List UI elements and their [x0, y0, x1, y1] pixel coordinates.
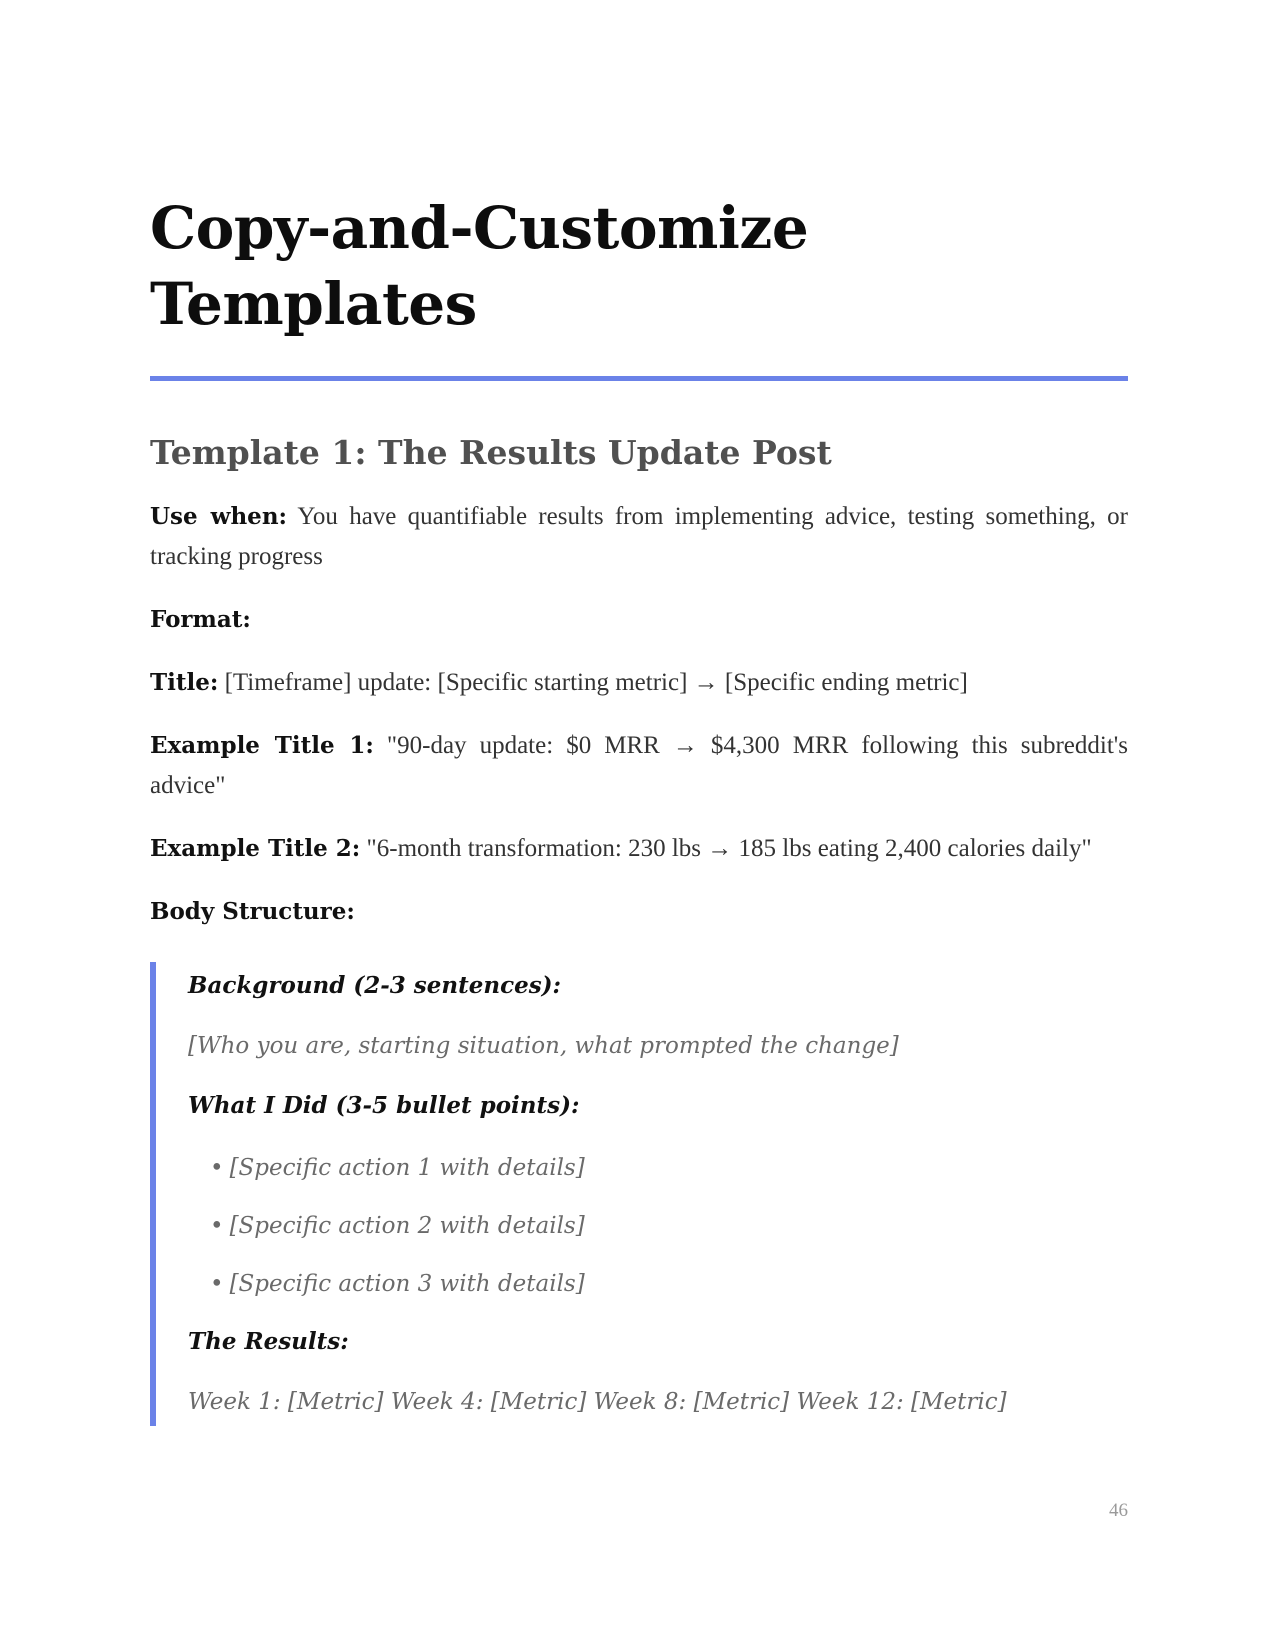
title-format-paragraph	[150, 663, 1128, 703]
bullet-icon: •	[210, 1271, 224, 1297]
page	[150, 190, 1128, 1426]
what-i-did-heading: What I Did (3-5 bullet points):	[188, 1092, 580, 1119]
format-paragraph	[150, 600, 1128, 640]
page-title: Copy-and-Customize Templates	[150, 194, 809, 338]
results-heading: The Results:	[188, 1328, 349, 1355]
list-item: • [Specific action 3 with details]	[210, 1271, 585, 1297]
body-structure-callout	[150, 962, 1128, 1426]
bullet-icon: •	[210, 1213, 224, 1239]
example-title-1-paragraph	[150, 726, 1128, 806]
title-format-text: [Timeframe] update: [Specific starting metric] → [Specific ending metric]	[224, 669, 968, 696]
title-label: Title:	[150, 669, 219, 696]
example-title-1-text: "90-day update: $0 MRR → $4,300 MRR following this subreddit's advice"	[150, 732, 1129, 799]
use-when-label: Use when:	[150, 503, 288, 530]
bullet-icon: •	[210, 1155, 224, 1181]
results-placeholder: Week 1: [Metric] Week 4: [Metric] Week 8: [Metric] Week 12: [Metric]	[188, 1389, 1007, 1415]
use-when-paragraph	[150, 497, 1128, 577]
example-title-2-label: Example Title 2:	[150, 835, 361, 862]
title-divider	[150, 376, 1128, 381]
page-number: 46	[1109, 1500, 1128, 1521]
example-title-2-paragraph	[150, 829, 1128, 869]
format-label: Format:	[150, 606, 251, 633]
example-title-1-label: Example Title 1:	[150, 732, 374, 759]
body-structure-label: Body Structure:	[150, 898, 355, 925]
body-structure-paragraph	[150, 892, 1128, 932]
background-heading: Background (2-3 sentences):	[188, 972, 562, 999]
action-list	[188, 1148, 1128, 1304]
list-item: • [Specific action 1 with details]	[210, 1155, 585, 1181]
section-heading: Template 1: The Results Update Post	[150, 433, 832, 472]
example-title-2-text: "6-month transformation: 230 lbs → 185 lbs eating 2,400 calories daily"	[366, 835, 1092, 862]
use-when-text: You have quantifiable results from implementing advice, testing something, or tracking progress	[150, 503, 1129, 570]
list-item: • [Specific action 2 with details]	[210, 1213, 585, 1239]
background-placeholder: [Who you are, starting situation, what prompted the change]	[188, 1033, 899, 1059]
